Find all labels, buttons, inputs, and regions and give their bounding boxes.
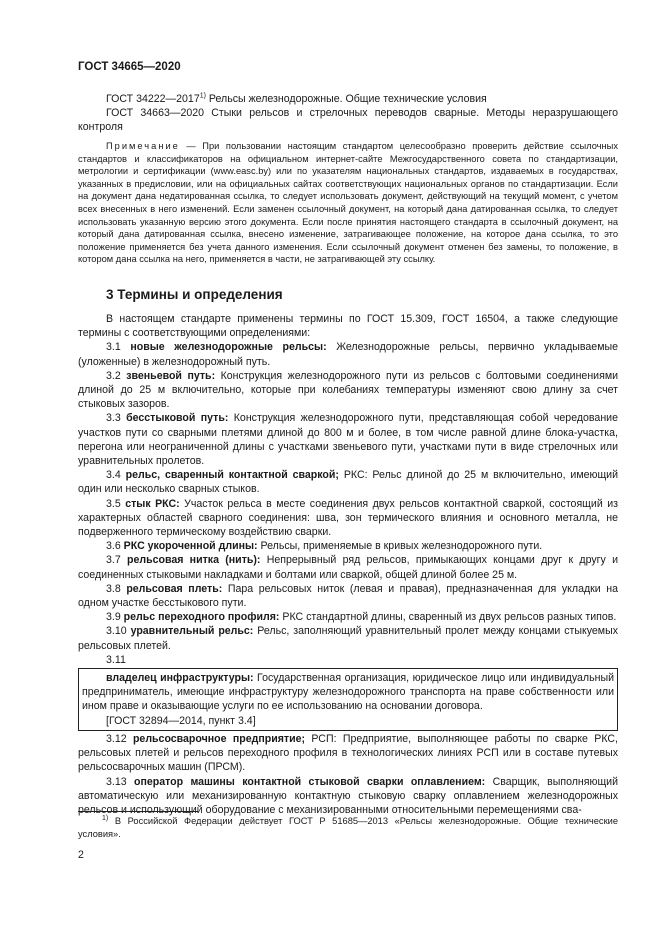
- term-number: 3.4: [106, 469, 126, 482]
- quoted-term-box: [78, 668, 618, 731]
- intro-paragraph: В настоящем стандарте применены термины по ГОСТ 15.309, ГОСТ 16504, а также следующие термины с соответствующими определениями:: [78, 313, 618, 340]
- note-text: — При пользовании настоящим стандартом целесообразно проверить действие ссылочных стандартов и классификаторов на официальном интернет-сайте Межгосударственного совета по стандартизации, метрологии и сертификации (www.easc.by) или по указателям национальных стандартов, издаваемых в государствах, указанных в предисловии, или на официальных сайтах соответствующих национальных органов по стандартизации. Если на документ дана недатированная ссылка, то следует использовать документ, действующий на текущий момент, с учетом всех внесенных в него изменений. Если заменен ссылочный документ, на который дана датированная ссылка, то следует использовать указанную версию этого документа. Если после принятия настоящего стандарта в ссылочный документ, на который дана датированная ссылка, внесено изменение, затрагивающее положение, на которое дана ссылка, то это положение применяется без учета данного изменения. Если ссылочный документ отменен без замены, то положение, в котором дана ссылка на него, применяется в части, не затрагивающей эту ссылку.: [78, 141, 618, 265]
- note-paragraph: [78, 140, 618, 266]
- term-name: владелец инфраструктуры:: [106, 672, 254, 685]
- reference-item: [78, 106, 618, 134]
- footnote: [78, 815, 618, 840]
- term-entry: [78, 369, 618, 412]
- term-number: 3.12: [106, 732, 133, 745]
- term-definition: РКС: Рельс длиной до 25 м включительно, имеющий один или несколько сварных стыков.: [78, 469, 618, 496]
- term-entry: [78, 497, 618, 540]
- term-number: 3.2: [106, 369, 127, 382]
- term-number: 3.9: [106, 611, 124, 624]
- term-entry: [78, 539, 618, 553]
- reference-title: Рельсы железнодорожные. Общие технические условия: [205, 93, 487, 105]
- term-entry: [78, 582, 618, 610]
- term-name: звеньевой путь:: [126, 369, 216, 382]
- term-name: рельсосварочное предприятие;: [132, 732, 306, 745]
- note-label: Примечание: [106, 141, 180, 151]
- footnote-text: [78, 815, 618, 840]
- term-entry: [78, 610, 618, 624]
- term-definition: Участок рельса в месте соединения двух рельсов контактной сваркой, состоящий из характерных областей сварного соединения: шва, зон термического влияния и основного металла, не подверженного термическому воздействию сварки.: [78, 497, 618, 539]
- term-number: 3.5: [106, 497, 126, 510]
- term-entry: [82, 671, 614, 714]
- reference-title: Стыки рельсов и стрелочных переводов сварные. Методы неразрушающего контроля: [78, 107, 619, 134]
- term-definition: Рельсы, применяемые в кривых железнодорожного пути.: [257, 540, 543, 553]
- term-number: 3.10: [106, 625, 131, 638]
- term-name: рельсовая нитка (нить):: [127, 554, 261, 567]
- term-name: стык РКС:: [125, 497, 180, 510]
- term-number: 3.3: [106, 412, 127, 425]
- term-definition: Государственная организация, юридическое лицо или индивидуальный предприниматель, имеющие инфраструктуру железнодорожного транспорта на праве собственности или ином праве и оказывающие услуги по ее использованию на основании договора.: [82, 672, 614, 713]
- footnote-body: В Российской Федерации действует ГОСТ Р 51685—2013 «Рельсы железнодорожные. Общие технические условия».: [78, 816, 618, 839]
- reference-code: ГОСТ 34663—2020: [106, 107, 205, 120]
- term-definition: Пара рельсовых ниток (левая и правая), предназначенная для укладки на одном участке бесстыкового пути.: [78, 582, 619, 610]
- footnote-marker[interactable]: 1): [199, 92, 206, 100]
- term-name: уравнительный рельс:: [130, 625, 254, 638]
- term-name: РКС укороченной длины:: [123, 540, 258, 553]
- document-header: ГОСТ 34665—2020: [78, 61, 181, 73]
- term-definition: Конструкция железнодорожного пути, представляющая собой чередование участков пути со сварными плетями длиной до 800 м и более, в том числе равной длине блока-участка, перегона или неограниченной длины с участками звеньевого пути, участками пути в виде стрелочных или уравнительных пролетов.: [78, 412, 618, 468]
- term-entry: [78, 624, 618, 652]
- term-number: 3.13: [106, 775, 134, 788]
- term-entry: [78, 468, 618, 496]
- term-name: бесстыковой путь:: [126, 412, 229, 425]
- term-name: новые железнодорожные рельсы:: [130, 341, 327, 354]
- term-source: [ГОСТ 32894—2014, пункт 3.4]: [106, 714, 256, 727]
- term-number: 3.1: [106, 341, 131, 354]
- reference-item: [78, 92, 618, 106]
- term-name: рельсовая плеть:: [126, 582, 223, 595]
- term-entry: [78, 411, 618, 468]
- normative-references: [78, 92, 618, 135]
- note-block: [78, 140, 618, 266]
- terms-list: [78, 312, 618, 817]
- term-name: рельс, сваренный контактной сваркой;: [125, 469, 339, 482]
- term-definition: Сварщик, выполняющий автоматическую или механизированную контактную стыковую сварку оплавлением железнодорожных рельсов и использующий оборудование с механизированными относительными перемещениями сва-: [78, 775, 619, 816]
- term-definition: РСП: Предприятие, выполняющее работы по сварке РКС, рельсовых плетей и рельсов переходного профиля в технологических линиях РСП или в составе путевых рельсосварочных машин (ПРСМ).: [78, 732, 618, 774]
- footnote-marker: 1): [102, 814, 109, 822]
- term-number: 3.6: [106, 540, 124, 553]
- section-title: 3 Термины и определения: [106, 287, 283, 302]
- term-entry: [78, 553, 618, 581]
- term-number-311: 3.11: [106, 653, 126, 666]
- page-number: 2: [78, 849, 84, 861]
- footnote-divider: [78, 811, 198, 812]
- reference-code: ГОСТ 34222—2017: [106, 93, 200, 105]
- term-name: оператор машины контактной стыковой сварки оплавлением:: [133, 775, 486, 788]
- term-number: 3.8: [106, 582, 127, 595]
- term-definition: Рельс, заполняющий уравнительный пролет между концами стыкуемых рельсовых плетей.: [78, 625, 618, 652]
- term-definition: Железнодорожные рельсы, первично укладываемые (уложенные) в железнодорожный путь.: [78, 341, 618, 368]
- term-number: 3.7: [106, 554, 127, 567]
- term-name: рельс переходного профиля:: [123, 611, 280, 624]
- term-definition: Конструкция железнодорожного пути из рельсов с болтовыми соединениями длиной до 25 м включительно, которые при колебаниях температуры изменяют свою длину за счет стыковых зазоров.: [78, 369, 619, 411]
- term-definition: Непрерывный ряд рельсов, примыкающих концами друг к другу и соединенных стыковыми накладками и болтами или сваркой, общей длиной более 25 м.: [78, 554, 618, 581]
- term-entry: [78, 340, 618, 368]
- term-definition: РКС стандартной длины, сваренный из двух рельсов разных типов.: [279, 611, 617, 624]
- term-entry: [78, 732, 618, 775]
